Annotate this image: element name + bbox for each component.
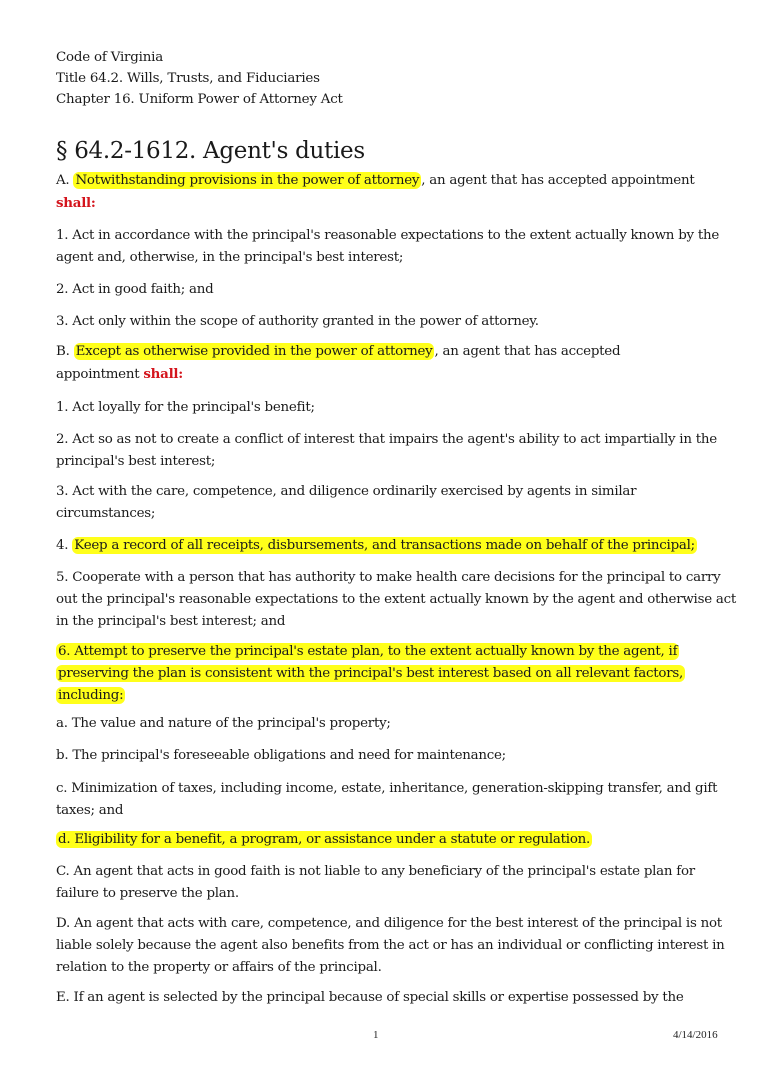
highlight: Keep a record of all receipts, disbursements, and transactions made on behalf of the principal; — [74, 538, 695, 553]
header-title: Title 64.2. Wills, Trusts, and Fiduciaries — [56, 71, 320, 86]
footer-date: 4/14/2016 — [673, 1029, 718, 1041]
section-d: D. An agent that acts with care, competence, and diligence for the best interest of the principal is not liable solely because the agent also benefits from the act or has an individual or conflicting interest in relation to the property or affairs of the principal. — [56, 916, 725, 975]
document-header — [56, 47, 343, 110]
section-title: § 64.2-1612. Agent's duties — [56, 138, 365, 164]
section-b-subitem-c: c. Minimization of taxes, including income, estate, inheritance, generation-skipping transfer, and gift taxes; and — [56, 781, 718, 818]
shall-emphasis: shall: — [143, 366, 183, 382]
section-b-subitem-b: b. The principal's foreseeable obligations and need for maintenance; — [56, 748, 506, 763]
highlight: Except as otherwise provided in the power of attorney — [75, 344, 433, 359]
section-b-item-5: 5. Cooperate with a person that has authority to make health care decisions for the principal to carry out the principal's reasonable expectations to the extent actually known by the agent and otherwise act in the principal's best interest; and — [56, 570, 737, 629]
highlight: d. Eligibility for a benefit, a program, or assistance under a statute or regulation. — [58, 832, 591, 847]
header-chapter: Chapter 16. Uniform Power of Attorney Act — [56, 92, 343, 107]
shall-emphasis: shall: — [56, 195, 96, 211]
page-number: 1 — [373, 1029, 379, 1041]
section-b-subitem-a: a. The value and nature of the principal's property; — [56, 716, 391, 731]
section-a-intro: A. Notwithstanding provisions in the power of attorney , an agent that has accepted appointment shall: — [56, 173, 695, 211]
highlight: 6. Attempt to preserve the principal's estate plan, to the extent actually known by the agent, if preserving the plan is consistent with the principal's best interest based on all relevant factors, including: — [58, 644, 683, 703]
section-e: E. If an agent is selected by the principal because of special skills or expertise possessed by the — [56, 990, 684, 1005]
section-b-item-4: 4. Keep a record of all receipts, disbursements, and transactions made on behalf of the principal; — [56, 538, 695, 553]
section-b-subitem-d — [56, 829, 736, 851]
section-b-item-1: 1. Act loyally for the principal's benefit; — [56, 400, 315, 415]
section-c: C. An agent that acts in good faith is not liable to any beneficiary of the principal's estate plan for failure to preserve the plan. — [56, 864, 695, 901]
section-b-intro: B. Except as otherwise provided in the power of attorney , an agent that has accepted appointment shall: — [56, 344, 621, 382]
section-b-item-6 — [56, 641, 736, 707]
header-code: Code of Virginia — [56, 50, 163, 65]
section-a-item-1: 1. Act in accordance with the principal's reasonable expectations to the extent actually known by the agent and, otherwise, in the principal's best interest; — [56, 228, 720, 265]
section-b-item-2: 2. Act so as not to create a conflict of interest that impairs the agent's ability to act impartially in the principal's best interest; — [56, 432, 717, 469]
highlight: Notwithstanding provisions in the power of attorney — [75, 173, 420, 188]
section-b-item-3: 3. Act with the care, competence, and diligence ordinarily exercised by agents in similar circumstances; — [56, 484, 637, 521]
section-a-item-2: 2. Act in good faith; and — [56, 282, 214, 297]
section-a-item-3: 3. Act only within the scope of authority granted in the power of attorney. — [56, 314, 539, 329]
